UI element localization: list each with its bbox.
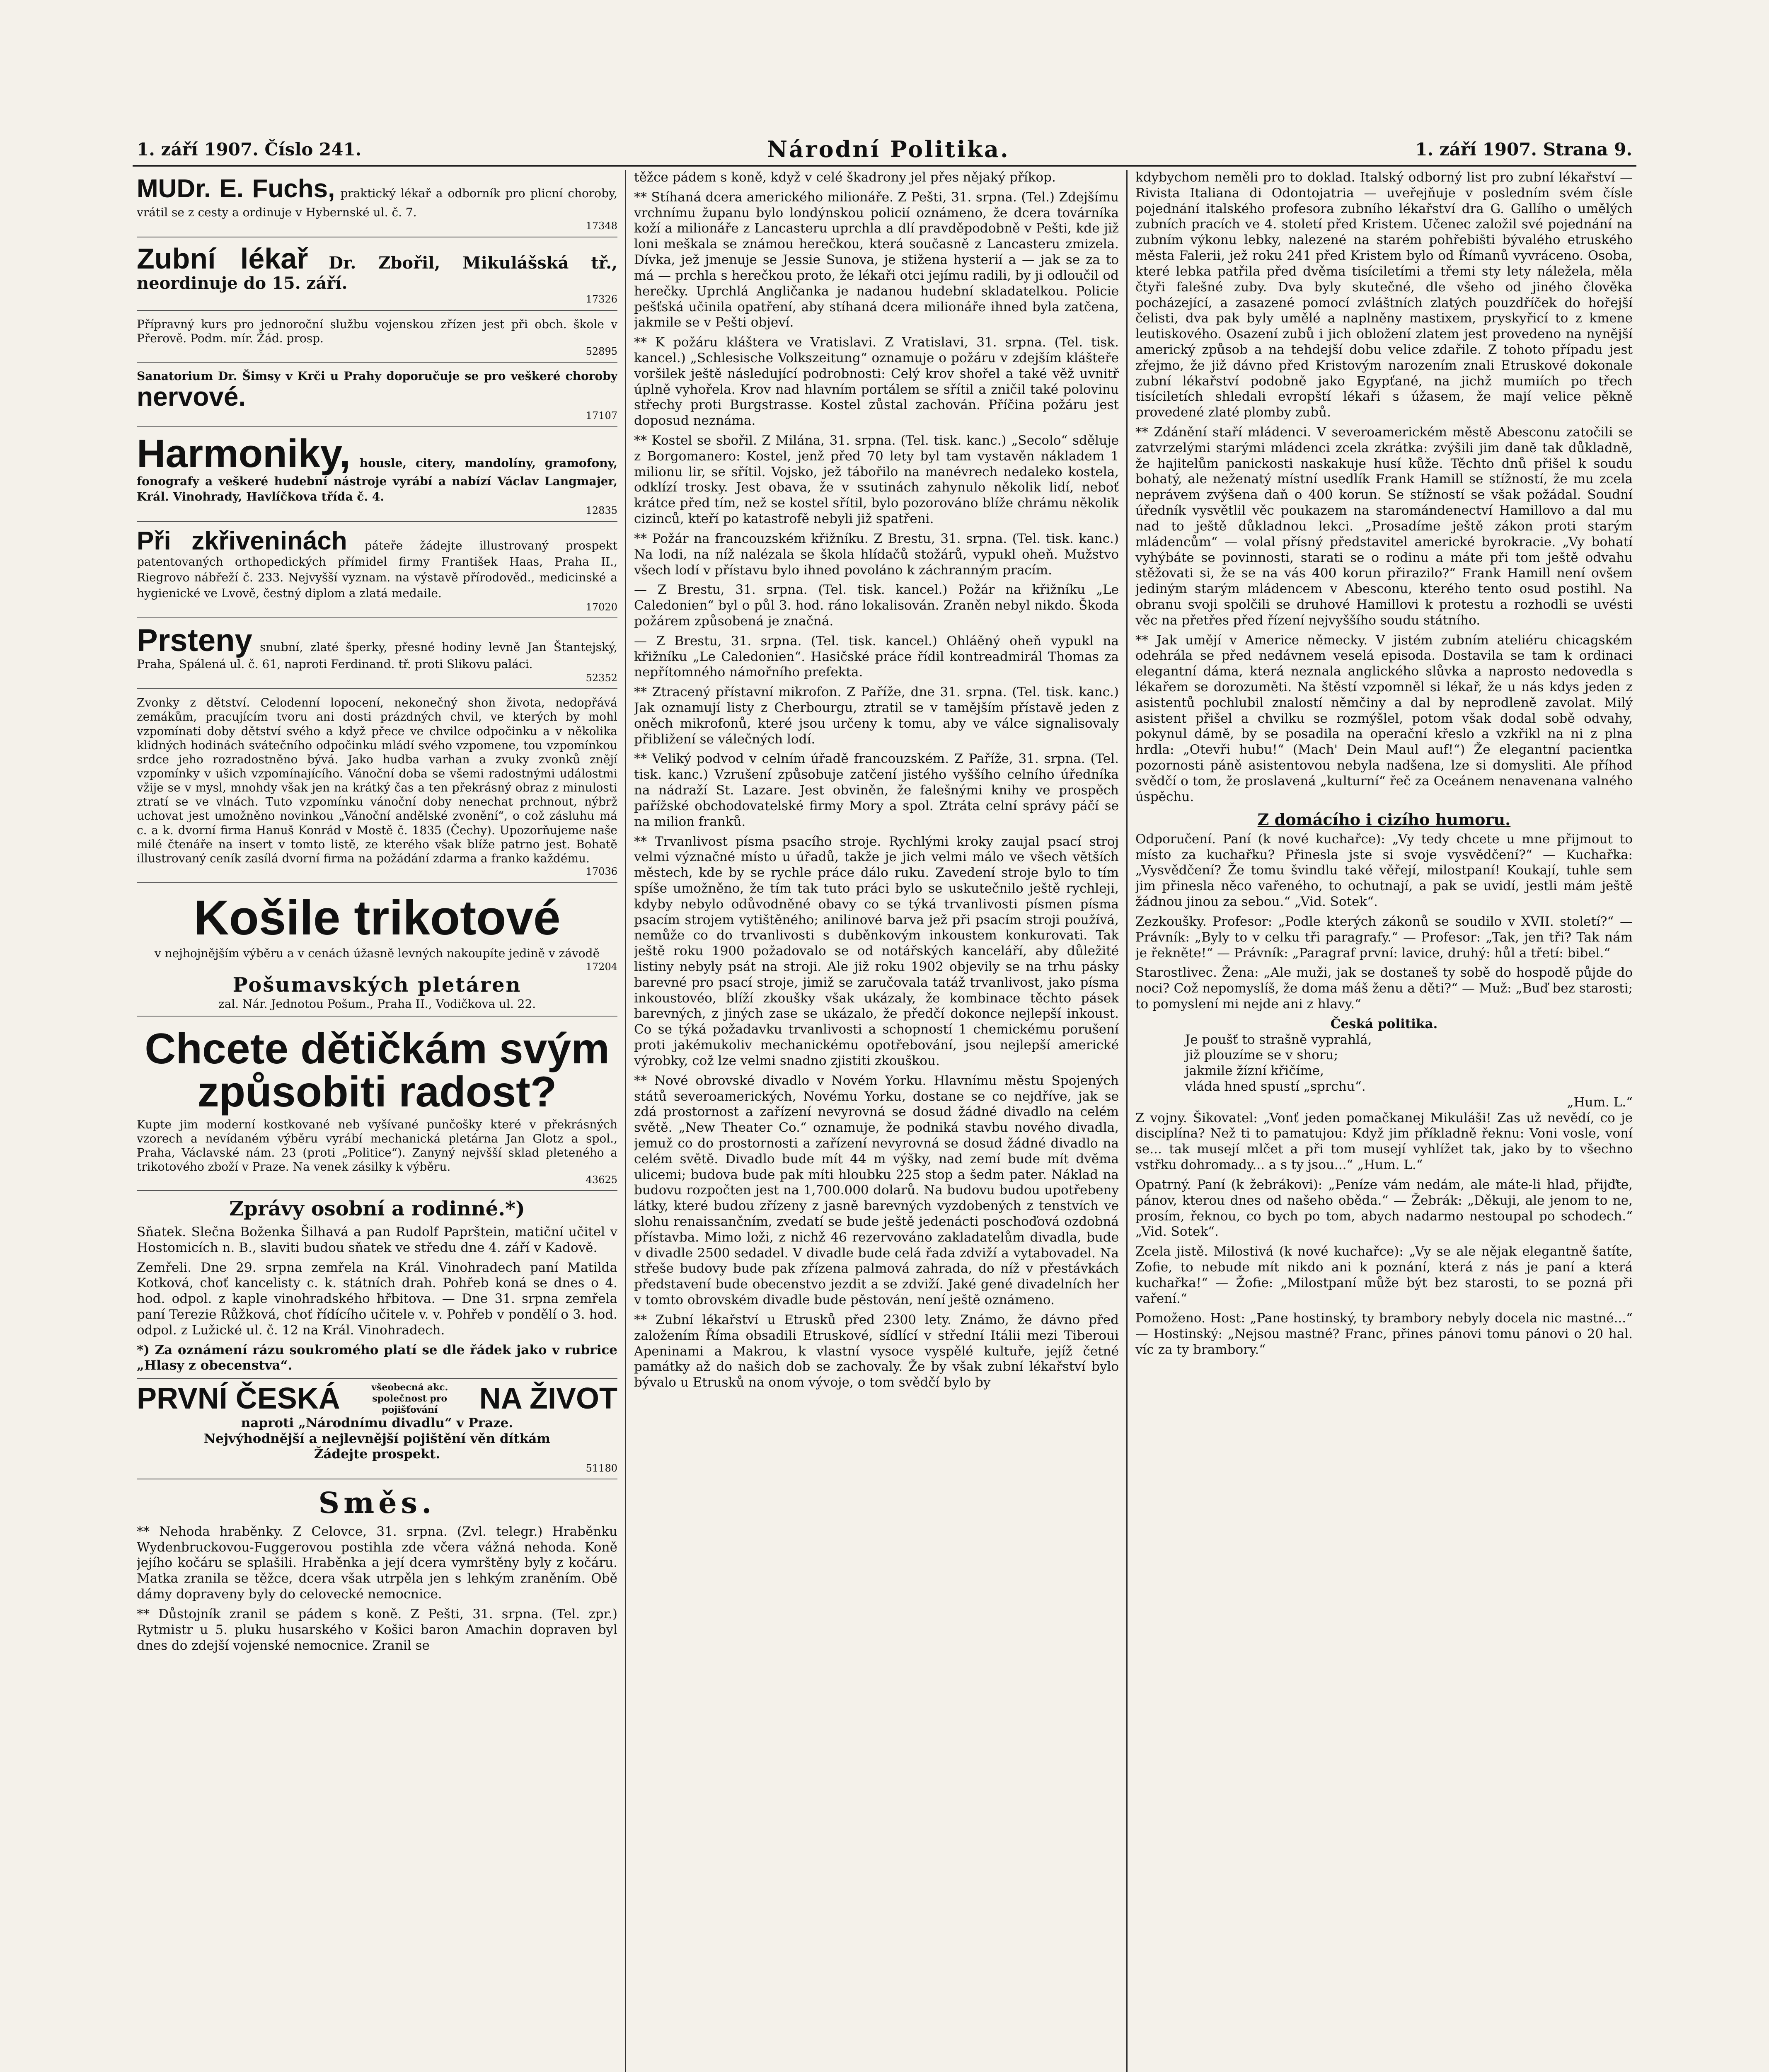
page-header — [137, 137, 1632, 162]
header-right-date: 1. září 1907. — [1415, 139, 1537, 160]
ad-number: 12835 — [586, 505, 617, 517]
header-issue: Číslo 241. — [264, 139, 362, 160]
smes-heading: Směs. — [318, 1486, 436, 1520]
ad-sanatorium-text: Sanatorium Dr. Šimsy v Krči u Prahy doporučuje se pro veškeré choroby — [137, 369, 617, 383]
news-brest-1: — Z Brestu, 31. srpna. (Tel. tisk. kancel.) Požár na křižníku „Le Caledonien“ byl o půl 3. hod. ráno lokalisován. Zraněn nebyl nikdo. Škoda požárem způsobená je značná. — [634, 582, 1119, 629]
ad-prvni-mid: všeobecná akc. společnost pro pojišťování — [371, 1382, 448, 1415]
news-etruskove-cont: kdybychom neměli pro to doklad. Italský odborný list pro zubní lékařství — Rivista Italiana di Odontojatria — uveřejňuje v posledním svém čísle pojednání italského profesora zubního lékařství dra G. Gallího o umělých zubních pracích ve 4. století před Kristem. Učenec založil své pojednání na zubním výkonu lebky, nalezené na starém pohřebišti bývalého etruského města Falerii, jež roku 241 před Kristem bylo od Římanů vyvráceno. Osoba, které lebka patřila před dvěma tisíciletími a třemi sty lety náležela, měla čtyři falešné zuby. Dva byly skutečné, dle všeho od jiného člověka pocházející, a zasazené pomocí zvláštních zlatých pouzdříček do hořejší čelisti, dva pak byly umělé a naplněny mastixem, pryskyřicí to z kmene leutiskového. Osazení zubů i jich obložení zlatem jest provedeno na nynější americký způsob a na tehdejší dobu velice zdařile. Z tohoto případu jest zřejmo, že již dávno před Kristovým narozením znali Etruskové dokonale zubní lékařství podobně jako Egypťané, na jichž mumiích po třech tisíciletích shledali evropští lékaři s úžasem, že mají velice pěkně provedené zlaté plomby zubů. — [1135, 170, 1633, 420]
humor-heading: Z domácího i cizího humoru. — [1257, 810, 1511, 829]
zpravy-note: *) Za oznámení rázu soukromého platí se dle řádek jako v rubrice „Hlasy z obecenstva“. — [137, 1342, 617, 1373]
news-vratislav: ** K požáru kláštera ve Vratislavi. Z Vratislavi, 31. srpna. (Tel. tisk. kancel.) „Schlesische Volkszeitung“ oznamuje o požáru v zdejším klášteře voršilek ještě následující podrobnosti: Celý krov shořel a také věž uvnitř úplně vyhořela. Krov nad hlavním portálem se sřítil a zničil také polovinu střechy proti Burgstrasse. Kostel zůstal zachován. Příčina požáru jest doposud neznáma. — [634, 335, 1119, 428]
humor-item-3: Starostlivec. Žena: „Ale muži, jak se dostaneš ty sobě do hospodě půjde do noci? Což nepomyslíš, že doma máš ženu a děti?“ — Muž: „Buď bez starosti; to pomyslení mi nejde ani z hlavy.“ — [1135, 965, 1633, 1012]
column-separator — [1126, 170, 1128, 2072]
ad-zkriveniny-title: Při zkřiveninách — [137, 527, 347, 556]
ad-zubni-lekar — [137, 241, 617, 311]
news-podvod: ** Veliký podvod v celním úřadě francouzském. Z Paříže, 31. srpna. (Tel. tisk. kanc.) Vzrušení způsobuje zatčení jistého vyššího celního úředníka na nádraží St. Lazare. Jest obviněn, že falešnými knihy ve prospěch pařížské obchodovatelské firmy Mory a spol. Ztráta celní správy páčí se na milion franků. — [634, 751, 1119, 829]
zpravy-heading: Zprávy osobní a rodinné.*) — [229, 1197, 525, 1221]
column-ads — [137, 170, 617, 2072]
news-divadlo: ** Nové obrovské divadlo v Novém Yorku. Hlavnímu městu Spojených států severoamerických, Novému Yorku, dostane se co nejdříve, jak se zdá prostornost a zařízení nevyrovná se dosud žádné divadlo na celém světě. „New Theater Co.“ oznamuje, že podniká stavbu nového divadla, jemuž co do prostornosti a zařízení nevyrovná se dosud žádné divadlo na celém světě. Divadlo bude mít 44 m výšky, nad zemí bude mít dvěma ulicemi; budova bude pak míti hloubku 225 stop a šedm pater. Náklad na budovu rozpočten jest na 1,700.000 dolarů. Na budovu budou upotřebeny látky, které budou zřízeny z jasně barevných vyzdobených z tenstvích ve slohu renaissančním, zvedatí se bude ještě jedenácti poschoďová ozdobná přístavba. Mimo loži, z nichž 46 rezervováno zakladatelům divadla, bude v divadle 2500 sedadel. V divadle bude celá řada zdviží a vytabovadel. Na střeše budovy bude pak zřízena palmová zahrada, do níž v přestávkách představení bude obecenstvo jezdit a se zdviží. Jaké gené divadelních her v tomto obrovském divadle bude pěstován, není ještě oznámeno. — [634, 1073, 1119, 1308]
ad-prvni-ceska — [137, 1378, 617, 1479]
humor-item-5: Opatrný. Paní (k žebrákovi): „Peníze vám nedám, ale máte-li hlad, přijďte, pánov, kterou dnes od našeho oběda.“ — Žebrák: „Děkuji, ale jenom to ne, prosím, řeknou, co bych po tom, abych nadarmo nestoupal po schodech.“ „Vid. Sotek“. — [1135, 1177, 1633, 1239]
ad-number: 43625 — [586, 1174, 617, 1186]
zpravy-p2: Zemřeli. Dne 29. srpna zemřela na Král. Vinohradech paní Matilda Kotková, choť kancelisty c. k. státních drah. Pohřeb koná se dnes o 4. hod. odpol. z kaple vinohradského hřbitova. — Dne 31. srpna zemřela paní Terezie Růžková, choť řídícího učitele v. v. Pohřeb v pondělí o 3. hod. odpol. z Lužické ul. č. 12 na Král. Vinohradech. — [137, 1260, 617, 1338]
humor-item-7: Pomoženo. Host: „Pane hostinský, ty brambory nebyly docela nic mastné...“ — Hostinský: „Nejsou mastné? Franc, přines pánovi tomu pánovi o 20 hal. víc za ty brambory.“ — [1135, 1311, 1633, 1358]
ad-kosile-title: Košile trikotové — [194, 891, 561, 946]
ad-zvonky — [137, 692, 617, 883]
news-amerika: ** Jak umějí v Americe německy. V jistém zubním ateliéru chicagském odehrála se před nedávnem veselá episoda. Dostavila se tam k ordinaci elegantní dáma, která neznala anglického slůvka a naprosto nedovedla s lékařem se dorozuměti. Na štěstí vzpomněl si lékař, že u nás kdys jeden z asistentů pochlubil znalostí němčiny a dal by neprodleně zavolat. Milý asistent přišel a chvilku se rozmýšlel, potom však dodal sobě odvahy, pokynul dámě, by se posadila na operační křeslo a vzkřikl na ni z plna hrdla: „Otevři hubu!“ (Mach' Dein Maul auf!“) Že elegantní pacientka pozornosti páně asistentovou nebyla nadšena, lze si domysliti. Ale příhod svědčí o tom, že proslavená „kulturní“ řeč za Oceánem nenavenana valného úspěchu. — [1135, 632, 1633, 804]
ad-pripravny-text: Přípravný kurs pro jednoroční službu vojenskou zřízen jest při obch. škole v Přerově. Podm. mír. Žád. prosp. — [137, 317, 617, 345]
ad-harmoniky-text: housle, citery, mandolíny, gramofony, fonografy a veškeré hudební nástroje vyrábí a nabízí Václav Langmajer, Král. Vinohrady, Havlíčkova třída č. 4. — [137, 456, 617, 504]
smes-p1: ** Nehoda hraběnky. Z Celovce, 31. srpna. (Zvl. telegr.) Hraběnku Wydenbruckovou-Fuggerovou postihla zde včera vážná nehoda. Koně jejího kočáru se splašili. Hraběnka a její dcera vymrštěny byly z kočáru. Matka zranila se těžce, dcera však utrpěla jen s lehkým zraněním. Obě dámy dopraveny byly do celovecké nemocnice. — [137, 1524, 617, 1602]
ad-kosile — [137, 886, 617, 1016]
humor-item-1: Odporučení. Paní (k nové kuchařce): „Vy tedy chcete u mne přijmout to místo za kuchařku? Přinesla jste si svoje vysvědčení?“ — Kuchařka: „Vysvědčení? Že tomu švindlu také věřejí, milostpaní! Koukají, tuhle sem jim přinesla něco vařeného, to ochutnají, a pak se uvidí, jestli mám ještě žádnou jinou za sebou.“ „Vid. Sotek“. — [1135, 831, 1633, 910]
ad-prsteny-text: snubní, zlaté šperky, přesné hodiny levně Jan Štantejský, Praha, Spálená ul. č. 61, naproti Ferdinand. tř. proti Slikovu paláci. — [137, 640, 617, 671]
ad-sanatorium — [137, 366, 617, 427]
ad-number: 52895 — [586, 345, 617, 357]
poem-line: jakmile žízní křičíme, — [1185, 1063, 1324, 1079]
ad-zkriveniny — [137, 525, 617, 618]
news-mikrofon: ** Ztracený přístavní mikrofon. Z Paříže, dne 31. srpna. (Tel. tisk. kanc.) Jak oznamují listy z Cherbourgu, ztratil se v tamějším přístavě jeden z oněch mikrofonů, které jsou určeny k tomu, aby ve válce signalisovaly přibližení se válečných lodí. — [634, 685, 1119, 747]
news-krizenik: ** Požár na francouzském křižníku. Z Brestu, 31. srpna. (Tel. tisk. kanc.) Na lodi, na níž nalézala se škola hlídačů stožárů, vypukl oheň. Mužstvo všech lodí v přístavu bylo ihned povoláno k záchranným pracím. — [634, 531, 1119, 578]
ad-chcete — [137, 1020, 617, 1191]
ad-zvonky-text: Zvonky z dětství. Celodenní lopocení, nekonečný shon života, nedopřává zemákům, pracujícím tvoru ani dosti prázdných chvil, ve kterých by mohl vzpomínati doby dětství svého a když přece ve chvilce odpočinku a v několika klidných hodinách svátečního odpočinku mládí svého vzpomene, tou vzpomínkou srdce jeho rozradostněno bývá. Jako hudba varhan a zvuky zvonků znějí vzpomínky v ušich vzpomínajícího. Vánoční doba se všemi radostnými událostmi vžije se v mysl, mnohdy však jen na krátký čas a ten překrásný obraz z minulosti ztratí se ve vlnách. Tuto vzpomínku vánoční doby nenechat prchnout, nýbrž uchovat jest umožněno novinkou „Vánoční andělské zvonění“, o což zásluhu má c. a k. dvorní firma Hanuš Konrád v Mostě č. 1835 (Čechy). Upozorňujeme naše milé čtenáře na insert v tomto listě, ze kterého však blíže patrno jest. Bohatě illustrovaný ceník zasílá dvorní firma na požádání zdarma a franko každému. — [137, 696, 617, 865]
news-brest-2: — Z Brestu, 31. srpna. (Tel. tisk. kancel.) Ohláěný oheň vypukl na křižníku „Le Caledonien“. Hasičské práce řídil kontreadmirál Thomas za nepřítomného námořního prefekta. — [634, 633, 1119, 680]
ad-fuchs-text: praktický lékař a odborník pro plicní choroby, vrátil se z cesty a ordinuje v Hybernské ul. č. 7. — [137, 186, 617, 219]
humor-item-6: Zcela jistě. Milostivá (k nové kuchařce): „Vy se ale nějak elegantně šatíte, Zofie, to nebude mít nikdo ani k poznání, která z nás je paní a která kuchařka!“ — Žofie: „Milostpaní může být bez starosti, to se pozná při vaření.“ — [1135, 1244, 1633, 1306]
ad-chcete-text: Kupte jim moderní kostkované neb vyšívané punčošky které v překrásných vzorech a nevídaném výběru vyrábí mechanická pletárna Jan Glotz a spol., Praha, Václavské nám. 23 (proti „Politice“). Zanyný nejvšší sklad pleteného a trikotového zboží v Praze. Na venek zásilky k výběru. — [137, 1117, 617, 1174]
ad-prvni-line1: naproti „Národnímu divadlu“ v Praze. — [241, 1415, 513, 1431]
news-p0: těžce pádem s koně, když v celé škadrony jel přes nějaký příkop. — [634, 170, 1056, 185]
humor-item-2: Zezkoušky. Profesor: „Podle kterých zákonů se soudilo v XVII. století?“ — Právník: „Byly to v celku tři paragrafy.“ — Profesor: „Tak, jen tři? Tak nám je řekněte!“ — Právník: „Paragraf první: lavice, druhý: hůl a třetí: bibel.“ — [1135, 914, 1633, 961]
header-left — [137, 139, 361, 160]
poem-line: Je poušť to strašně vyprahlá, — [1185, 1032, 1372, 1047]
ad-kosile-addr: zal. Nár. Jednotou Pošum., Praha II., Vodičkova ul. 22. — [218, 997, 536, 1011]
ad-prvni-line2: Nejvýhodnější a nejlevnější pojištění věn dítkám — [203, 1431, 551, 1446]
header-rule — [133, 165, 1636, 167]
ad-number: 17326 — [586, 293, 617, 305]
poem — [1135, 1032, 1633, 1095]
ad-number: 17204 — [586, 961, 617, 973]
ad-harmoniky-title: Harmoniky, — [137, 431, 351, 476]
ad-number: 52352 — [586, 672, 617, 684]
ad-kosile-firm: Pošumavských pletáren — [232, 973, 522, 997]
column-separator — [625, 170, 626, 2072]
news-mladenci: ** Zdánění staří mládenci. V severoamerickém městě Abesconu zatočili se zatvrzelými starými mládenci zcela zkrátka: zvýšili jim daně tak důkladně, že hajitelům panickosti naskakuje husí kůže. Těchto dnů přišel k soudu bohatý, ale neženatý místní usedlík Frank Hamill se stížností, že mu zcela neprávem zvýšena daň o 400 korun. Se stížností se však požádal. Soudní úředník vysvětlil věc poukazem na staromándenectví Hamillovo a dal mu nad to ještě důkladnou lekci. „Prosadíme ještě zákon proti starým mládencům“ — volal přísný představitel americké byrokracie. „Vy bohatí vyhýbáte se povinnosti, starati se o rodinu a máte při tom ještě odvahu stěžovati si, že se na vás 400 korun přirazilo?“ Frank Hamill není ovšem jediným starým mládencem v Abesconu, kterého tento osud postihl. Na obranu svoji spolčili se druhové Hamillovi k protestu a rozhodli se uvésti věc na přetřes před řízení nejvyššího soudu státního. — [1135, 425, 1633, 628]
header-page: Strana 9. — [1543, 139, 1632, 160]
ad-prsteny-title: Prsteny — [137, 623, 252, 658]
ad-zkriveniny-text: páteře žádejte illustrovaný prospekt patentovaných orthopedických přímidel firmy František Haas, Praha II., Riegrovo nábřeží č. 233. Nejvyšší vyznam. na výstavě přírodověd., medicinské a hygienické ve Lvově, čestný diplom a zlatá medaile. — [137, 539, 617, 600]
zpravy-p1: Sňatek. Slečna Boženka Šilhavá a pan Rudolf Paprštein, matiční učitel v Hostomicích n. B., slaviti budou sňatek ve středu dne 4. září v Kadově. — [137, 1224, 617, 1255]
ad-number: 17348 — [586, 220, 617, 232]
ad-prvni-line3: Žádejte prospekt. — [314, 1447, 440, 1462]
ad-zubni-title: Zubní lékař — [137, 242, 308, 275]
section-smes — [137, 1485, 617, 1653]
poem-sign: „Hum. L.“ — [1567, 1094, 1633, 1110]
ad-harmoniky — [137, 431, 617, 522]
column-news — [634, 170, 1119, 2072]
section-zpravy — [137, 1197, 617, 1374]
ad-number: 51180 — [586, 1462, 617, 1474]
ad-number: 17036 — [586, 866, 617, 878]
ad-prvni-right: NA ŽIVOT — [479, 1382, 617, 1416]
news-milionar: ** Stíhaná dcera amerického milionáře. Z Pešti, 31. srpna. (Tel.) Zdejšímu vrchnímu županu bylo londýnskou policií oznámeno, že dcera továrníka koží a milionáře z Lancasteru uprchla a dlí pravděpodobně v Pešti, kde již loni meškala se známou herečkou, která současně z Lancasteru zmizela. Dívka, jež jmenuje se Jessie Sunova, je stižena hysterií a — jak se za to má — prchla s herečkou proto, že lékaři otci jejímu radili, by ji odloučil od herečky. Uprchlá Angličanka je nadanou hudební skladatelkou. Policie pešťská učinila opatření, aby stíhaná dcera milionáře ihned byla zatčena, jakmile se v Pešti objeví. — [634, 189, 1119, 330]
ad-sanatorium-big: nervové. — [137, 382, 246, 412]
news-etruskove: ** Zubní lékařství u Etrusků před 2300 lety. Známo, že dávno před založením Říma obsadili Etruskové, sídlící v střední Itálii mezi Tiberoui Apeninami a Makrou, k vlastní vysoce vyspělé kultuře, jejíž četné památky až do našich dob se zachovaly. Že by však zubní lékařství bylo bývalo u Etrusků na onom vývoje, o tom svědčí bylo by — [634, 1312, 1119, 1390]
header-right — [1415, 139, 1632, 160]
ad-number: 17020 — [586, 601, 617, 613]
humor-item-4: Z vojny. Šikovatel: „Vonť jeden pomačkanej Mikuláši! Zas už nevědí, co je disciplína? Než ti to pamatujou: Když jim příkladně řeknu: Voni vosle, voní se... tak musejí mlčet a při tom musejí vyhlížet tak, jako by to všechno vstřku dohromady... a s ty jsou...“ „Hum. L.“ — [1135, 1110, 1633, 1173]
poem-line: vláda hned spustí „sprchu“. — [1185, 1079, 1366, 1094]
news-kostel: ** Kostel se sbořil. Z Milána, 31. srpna. (Tel. tisk. kanc.) „Secolo“ sděluje z Borgomanero: Kostel, jenž před 70 lety byl tam vystavěn nákladem 1 milionu lir, se sřítil. Vojsko, jež tábořilo na manévrech nedaleko kostela, odklízí trosky. Jest obava, že v ssutinách zahynulo několik lidí, neboť krátce před tím, než se kostel sřítil, bylo pozorováno blíže chrámu několik cizinců, kteří po katastrofě nebyli již spatřeni. — [634, 433, 1119, 527]
ad-pripravny-kurs — [137, 314, 617, 363]
smes-p2: ** Důstojník zranil se pádem s koně. Z Pešti, 31. srpna. (Tel. zpr.) Rytmistr u 5. pluku husarského v Košici baron Amachin dopraven byl dnes do zdejší vojenské nemocnice. Zranil se — [137, 1606, 617, 1653]
header-left-date: 1. září 1907. — [137, 139, 259, 160]
column-humor — [1135, 170, 1633, 2072]
ad-fuchs-name: MUDr. E. Fuchs, — [137, 174, 335, 203]
ad-fuchs — [137, 170, 617, 237]
poem-title: Česká politika. — [1330, 1016, 1438, 1031]
ad-kosile-text: v nejhojnějším výběru a v cenách úžasně levných nakoupíte jedině v závodě — [154, 946, 600, 961]
ad-prsteny — [137, 622, 617, 689]
ad-zubni-text: Dr. Zbořil, Mikulášská tř., neordinuje do 15. září. — [137, 253, 617, 293]
ad-number: 17107 — [586, 410, 617, 422]
ad-prvni-left: PRVNÍ ČESKÁ — [137, 1382, 340, 1416]
ad-chcete-title: Chcete dětičkám svým způsobiti radost? — [145, 1024, 610, 1116]
poem-line: již plouzíme se v shoru; — [1185, 1048, 1338, 1063]
news-psaci-stroj: ** Trvanlivost písma psacího stroje. Rychlými kroky zaujal psací stroj velmi význačné místo u úřadů, takže je jich velmi málo ve všech větších městech, kde by se rychle práce dálo ruku. Zavedení stroje bylo to tím spíše umožněno, že tím tak tuto práci bylo se uskutečnilo ještě rychleji, kdyby nebylo odůvodněné obavy co se týká trvanlivosti písmen písma psacím strojem vytištěného; anilinové barva jež při psacím stroji používá, nemůže co do trvanlivosti s duběnkovým inkoustem konkurovati. Tak ještě roku 1900 požadovalo se od notářských kanceláří, aby důležité listiny nebyly psát na stroji. Ale již roku 1902 objevily se na trhu pásky barevné pro psací stroje, jimiž se zaručovala tatáž trvanlivost, jako písma inkoustovéo, blíží zkoušky však ukázaly, že kombinace těchto pásek barevných, z jiných zase se ukázalo, že předčí dokonce nejlepší inkoust. Co se týká požadavku trvanlivosti a schopností 1 chemickému porušení proti jakémukoliv mechanickému opotřebování, jsou nejlepší americké výrobky, což lze velmi snadno zjistiti zkouškou. — [634, 834, 1119, 1068]
masthead: Národní Politika. — [767, 136, 1010, 162]
